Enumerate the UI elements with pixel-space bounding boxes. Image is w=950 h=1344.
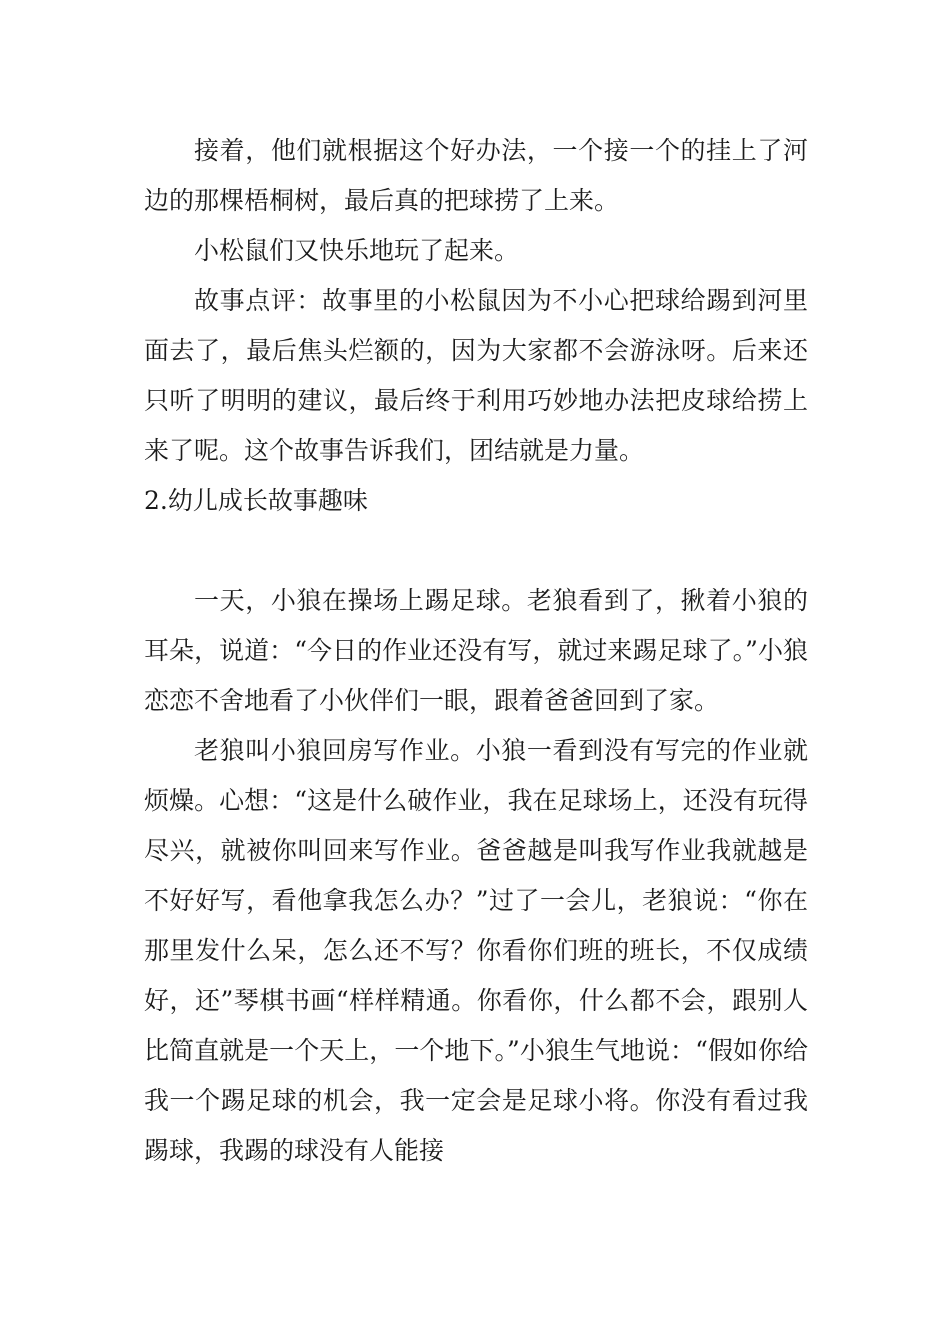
paragraph-story-comment: 故事点评：故事里的小松鼠因为不小心把球给踢到河里面去了，最后焦头烂额的，因为大家都不会游泳呀。后来还只听了明明的建议，最后终于利用巧妙地办法把皮球给捞上来了呢。这个故事告诉我们，团结就是力量。 — [144, 286, 808, 465]
paragraph-play-again: 小松鼠们又快乐地玩了起来。 — [194, 236, 520, 265]
paragraph-football: 一天，小狼在操场上踢足球。老狼看到了，揪着小狼的耳朵，说道：“今日的作业还没有写，就过来踢足球了。”小狼恋恋不舍地看了小伙伴们一眼，跟着爸爸回到了家。 — [144, 586, 808, 715]
document-body — [144, 126, 808, 1176]
paragraph-homework: 老狼叫小狼回房写作业。小狼一看到没有写完的作业就烦燥。心想：“这是什么破作业，我在足球场上，还没有玩得尽兴，就被你叫回来写作业。爸爸越是叫我写作业我就越是不好好写，看他拿我怎么办？”过了一会儿，老狼说：“你在那里发什么呆，怎么还不写？你看你们班的班长，不仅成绩好，还”琴棋书画“样样精通。你看你，什么都不会，跟别人比简直就是一个天上，一个地下。”小狼生气地说：“假如你给我一个踢足球的机会，我一定会是足球小将。你没有看过我踢球，我踢的球没有人能接 — [144, 736, 808, 1165]
paragraph-ending: 接着，他们就根据这个好办法，一个接一个的挂上了河边的那棵梧桐树，最后真的把球捞了上来。 — [144, 136, 808, 215]
section-heading: 2.幼儿成长故事趣味 — [144, 486, 368, 515]
blank-line — [144, 526, 808, 576]
